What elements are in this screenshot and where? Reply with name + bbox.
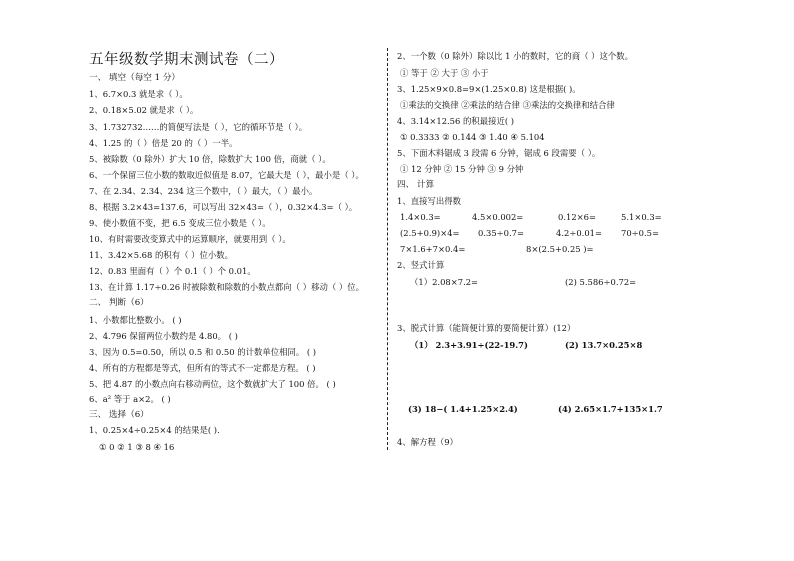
fill-item-3: 3、1.732732……的简便写法是（ ），它的循环节是（ ）。	[89, 122, 308, 132]
judge-item-1: 1、小数都比整数小。 ( )	[89, 315, 182, 325]
fill-item-10: 10、有时需要改变算式中的运算顺序，就要用到（ ）。	[89, 234, 291, 244]
choice-q2: 2、一个数（0 除外）除以比 1 小的数时，它的商（ ）这个数。	[397, 51, 634, 61]
choice-q4: 4、3.14×12.56 的积最接近( )	[397, 116, 515, 126]
fill-blank-heading: 一、 填空（每空 1 分）	[89, 73, 181, 83]
fill-item-7: 7、在 2.34、2.34、234 这三个数中，（ ）最大，（ ）最小。	[89, 186, 318, 196]
choice-heading: 三、 选择（6）	[89, 410, 149, 420]
equation-heading: 4、解方程（9）	[397, 437, 458, 447]
direct-calc-cell: 1.4×0.3=	[400, 212, 441, 222]
judge-heading: 二、 判断（6）	[89, 298, 149, 308]
judge-item-3: 3、因为 0.5=0.50，所以 0.5 和 0.50 的计数单位相同。 ( )	[89, 347, 317, 357]
fill-item-13: 13、在计算 1.17÷0.26 时被除数和除数的小数点都向（ ）移动（ ）位。	[89, 282, 364, 292]
detach-calc-item-3: (3) 18−( 1.4+1.25×2.4)	[408, 404, 518, 414]
detach-calc-item-1: （1） 2.3+3.91÷(22-19.7)	[410, 340, 528, 350]
vertical-calc-item-1: （1）2.08×7.2=	[410, 277, 479, 287]
direct-calc-cell: 8×(2.5+0.25 )=	[526, 244, 594, 254]
fill-item-6: 6、一个保留三位小数的数取近似值是 8.07，它最大是（ ），最小是（ ）。	[89, 170, 364, 180]
choice-q3-options: ①乘法的交换律 ②乘法的结合律 ③乘法的交换律和结合律	[400, 100, 615, 110]
vertical-calc-item-2: (2) 5.586÷0.72=	[565, 277, 637, 287]
choice-q2-options: ① 等于 ② 大于 ③ 小于	[400, 68, 489, 78]
page-title: 五年级数学期末测试卷（二）	[89, 52, 284, 68]
fill-item-5: 5、被除数（0 除外）扩大 10 倍，除数扩大 100 倍，商就（ ）。	[89, 154, 331, 164]
direct-calc-cell: 4.5×0.002=	[472, 212, 524, 222]
choice-q1: 1、0.25×4÷0.25×4 的结果是( ).	[89, 425, 220, 435]
fill-item-9: 9、使小数值不变，把 6.5 变成三位小数是（ ）。	[89, 218, 271, 228]
choice-q5: 5、下面木料锯成 3 段需 6 分钟，锯成 6 段需要（ ）。	[397, 148, 601, 158]
calc-heading: 四、 计算	[397, 180, 435, 190]
direct-calc-cell: 5.1×0.3=	[621, 212, 662, 222]
fill-item-8: 8、根据 3.2×43=137.6，可以写出 32×43=（ ），0.32×4.3=（ ）。	[89, 202, 358, 212]
choice-q1-options: ① 0 ② 1 ③ 8 ④ 16	[99, 442, 175, 452]
judge-item-2: 2、4.796 保留两位小数约是 4.80。 ( )	[89, 331, 238, 341]
fill-item-12: 12、0.83 里面有（ ）个 0.1（ ）个 0.01。	[89, 266, 256, 276]
choice-q4-options: ① 0.3333 ② 0.144 ③ 1.40 ④ 5.104	[400, 132, 545, 142]
direct-calc-cell: 4.2÷0.01=	[556, 228, 603, 238]
direct-calc-cell: (2.5+0.9)×4=	[400, 228, 460, 238]
fill-item-4: 4、1.25 的（ ）倍是 20 的（ ）一半。	[89, 138, 238, 148]
direct-calc-cell: 0.12×6=	[558, 212, 597, 222]
vertical-calc-heading: 2、竖式计算	[397, 260, 445, 270]
choice-q3: 3、1.25×9×0.8=9×(1.25×0.8) 这是根据( )。	[397, 84, 581, 94]
judge-item-6: 6、a² 等于 a×2。 ( )	[89, 394, 171, 404]
detach-calc-item-4: (4) 2.65×1.7+135×1.7	[558, 404, 663, 414]
fill-item-1: 1、6.7×0.3 就是求（ ）。	[89, 89, 188, 99]
fill-item-11: 11、3.42×5.68 的积有（ ）位小数。	[89, 250, 234, 260]
direct-calc-cell: 70÷0.5=	[621, 228, 660, 238]
detach-calc-item-2: (2) 13.7×0.25×8	[565, 340, 643, 350]
judge-item-5: 5、把 4.87 的小数点向右移动两位，这个数就扩大了 100 倍。 ( )	[89, 379, 336, 389]
column-divider	[387, 48, 388, 450]
judge-item-4: 4、所有的方程都是等式，但所有的等式不一定都是方程。 ( )	[89, 363, 316, 373]
direct-calc-cell: 0.35÷0.7=	[478, 228, 525, 238]
direct-calc-cell: 7×1.6+7×0.4=	[400, 244, 466, 254]
detach-calc-heading: 3、脱式计算（能简便计算的要简便计算）(12）	[397, 323, 576, 333]
fill-item-2: 2、0.18×5.02 就是求（ ）。	[89, 105, 199, 115]
direct-calc-heading: 1、直接写出得数	[397, 196, 461, 206]
choice-q5-options: ① 12 分钟 ② 15 分钟 ③ 9 分钟	[400, 164, 524, 174]
